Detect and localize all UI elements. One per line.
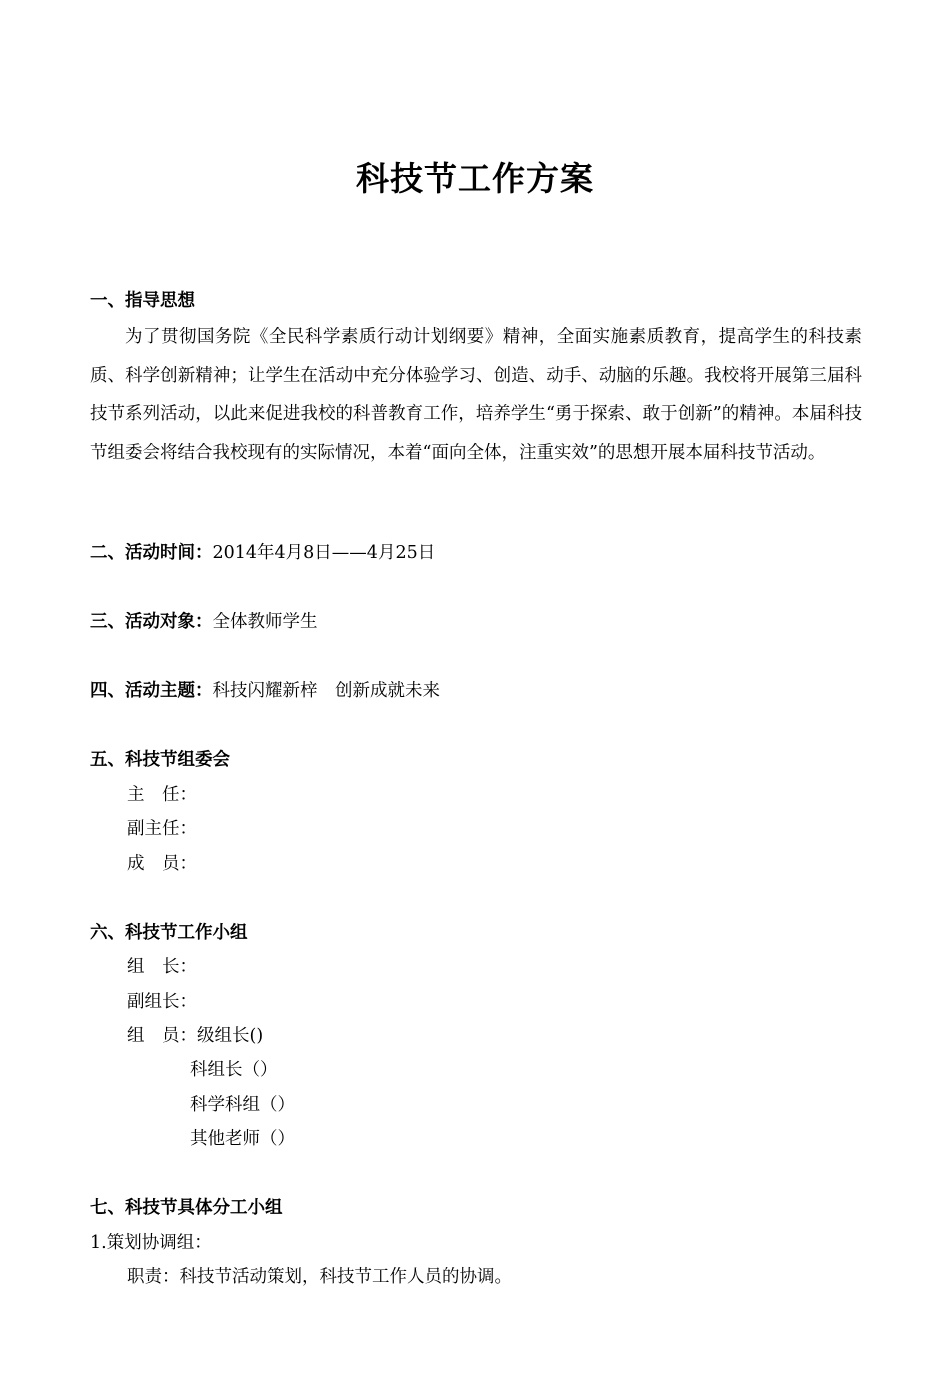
- section-heading-working-group: 六、科技节工作小组: [90, 923, 248, 943]
- document-title: 科技节工作方案: [356, 159, 594, 198]
- division-group-1-duty: 职责：科技节活动策划，科技节工作人员的协调。: [127, 1267, 512, 1287]
- committee-director: 主 任：: [127, 785, 197, 805]
- section-body-guiding-thought: 为了贯彻国务院《全民科学素质行动计划纲要》精神，全面实施素质教育，提高学生的科技素质、科学创新精神；让学生在活动中充分体验学习、创造、动手、动脑的乐趣。我校将开展第三届科技节系列活动，以此来促进我校的科普教育工作，培养学生“勇于探索、敢于创新”的精神。本届科技节组委会将结合我校现有的实际情况，本着“面向全体，注重实效”的思想开展本届科技节活动。: [90, 327, 862, 463]
- working-group-other-teachers: 其他老师（）: [190, 1129, 295, 1149]
- activity-target-label: 三、活动对象：: [90, 612, 213, 632]
- section-heading-division: 七、科技节具体分工小组: [90, 1198, 283, 1218]
- working-group-subject-leaders: 科组长（）: [190, 1060, 278, 1080]
- working-group-members: 组 员：级组长(): [127, 1026, 264, 1046]
- division-group-1-title: 1.策划协调组：: [90, 1233, 212, 1253]
- committee-vice-director: 副主任：: [127, 819, 197, 839]
- working-group-vice-leader: 副组长：: [127, 992, 197, 1012]
- activity-time-line: [90, 541, 435, 565]
- activity-time-value: 2014年4月8日——4月25日: [212, 543, 436, 563]
- section-heading-guiding-thought: 一、指导思想: [90, 291, 195, 311]
- activity-time-label: 二、活动时间：: [90, 543, 213, 563]
- working-group-leader: 组 长：: [127, 957, 197, 977]
- committee-members: 成 员：: [127, 854, 197, 874]
- activity-theme-value: 科技闪耀新梓 创新成就未来: [212, 681, 440, 701]
- activity-theme-label: 四、活动主题：: [90, 681, 213, 701]
- activity-target-value: 全体教师学生: [212, 612, 318, 632]
- activity-theme-line: [90, 679, 440, 703]
- section-heading-committee: 五、科技节组委会: [90, 750, 230, 770]
- activity-target-line: [90, 610, 318, 634]
- working-group-science-group: 科学科组（）: [190, 1095, 295, 1115]
